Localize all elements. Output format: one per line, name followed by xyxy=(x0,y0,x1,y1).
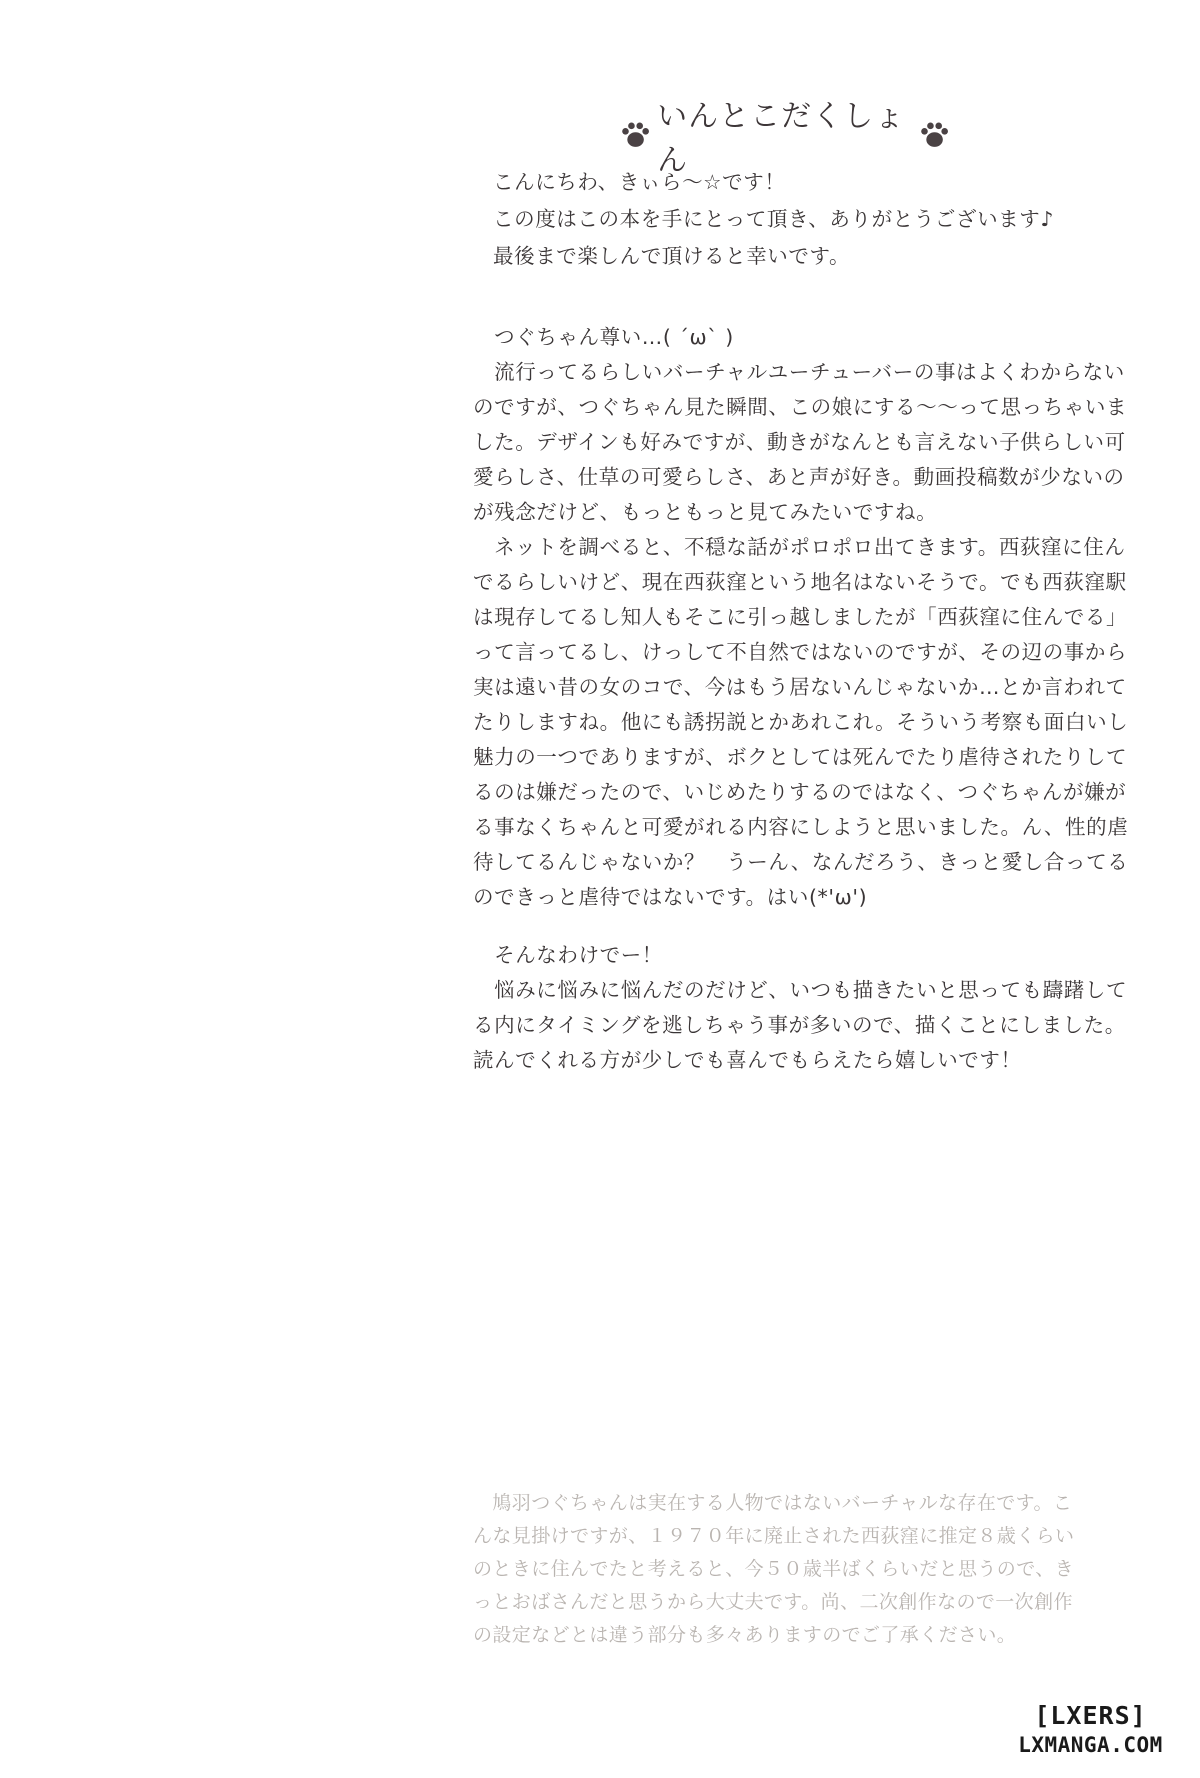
closing-body-text xyxy=(473,938,1128,1078)
text-line: こんにちわ、きぃら～☆です！ xyxy=(493,170,786,194)
text-line: つぐちゃん尊い…( ´ω` ) xyxy=(473,325,734,349)
text-line: 魅力の一つでありますが、ボクとしては死んでたり虐待されたりして xyxy=(473,745,1128,769)
text-line: るのは嫌だったので、いじめたりするのではなく、つぐちゃんが嫌が xyxy=(473,780,1127,804)
text-line: って言ってるし、けっして不自然ではないのですが、その辺の事から xyxy=(473,640,1128,664)
note-line: のときに住んでたと考えると、今５０歳半ばくらいだと思うので、き xyxy=(473,1558,1075,1580)
text-line: そんなわけでー！ xyxy=(473,943,663,967)
page-title xyxy=(620,99,950,178)
text-line: 悩みに悩みに悩んだのだけど、いつも描きたいと思っても躊躇して xyxy=(473,978,1128,1002)
watermark-site-url: LXMANGA.COM xyxy=(1018,1733,1163,1757)
text-line: は現存してるし知人もそこに引っ越しましたが「西荻窪に住んでる」 xyxy=(473,605,1128,629)
text-line: る事なくちゃんと可愛がれる内容にしようと思いました。ん、性的虐 xyxy=(473,815,1129,839)
text-line: した。デザインも好みですが、動きがなんとも言えない子供らしい可 xyxy=(473,430,1126,454)
paw-print-icon xyxy=(620,118,651,152)
text-line: 最後まで楽しんで頂けると幸いです。 xyxy=(493,244,851,268)
text-line: が残念だけど、もっともっと見てみたいですね。 xyxy=(473,500,938,524)
text-line: たりしますね。他にも誘拐説とかあれこれ。そういう考察も面白いし xyxy=(473,710,1129,734)
main-body-text xyxy=(473,320,1129,915)
note-line: の設定などとは違う部分も多々ありますのでご了承ください。 xyxy=(473,1624,1017,1646)
title-text: いんとこだくしょん xyxy=(657,99,906,178)
greeting-paragraph xyxy=(473,164,1093,275)
text-line: 流行ってるらしいバーチャルユーチューバーの事はよくわからない xyxy=(473,360,1125,384)
text-line: のですが、つぐちゃん見た瞬間、この娘にする～～って思っちゃいま xyxy=(473,395,1128,419)
text-line: 愛らしさ、仕草の可愛らしさ、あと声が好き。動画投稿数が少ないの xyxy=(473,465,1125,489)
text-line: ネットを調べると、不穏な話がポロポロ出てきます。西荻窪に住ん xyxy=(473,535,1126,559)
note-line: っとおばさんだと思うから大丈夫です。尚、二次創作なので一次創作 xyxy=(473,1591,1073,1613)
paw-print-icon xyxy=(919,118,950,152)
text-line: でるらしいけど、現在西荻窪という地名はないそうで。でも西荻窪駅 xyxy=(473,570,1127,594)
text-line: この度はこの本を手にとって頂き、ありがとうございます♪ xyxy=(493,207,1055,231)
text-line: る内にタイミングを逃しちゃう事が多いので、描くことにしました。 xyxy=(473,1013,1126,1037)
note-line: んな見掛けですが、１９７０年に廃止された西荻窪に推定８歳くらい xyxy=(473,1525,1075,1547)
disclaimer-note xyxy=(473,1487,1093,1652)
site-watermark xyxy=(988,1701,1193,1759)
note-line: 鳩羽つぐちゃんは実在する人物ではないバーチャルな存在です。こ xyxy=(473,1492,1073,1514)
text-line: のできっと虐待ではないです。はい(*'ω') xyxy=(473,885,868,909)
text-line: 読んでくれる方が少しでも喜んでもらえたら嬉しいです！ xyxy=(473,1048,1022,1072)
text-line: 実は遠い昔の女のコで、今はもう居ないんじゃないか…とか言われて xyxy=(473,675,1127,699)
text-line: 待してるんじゃないか？ うーん、なんだろう、きっと愛し合ってる xyxy=(473,850,1129,874)
watermark-group-name: [LXERS] xyxy=(1034,1701,1147,1730)
